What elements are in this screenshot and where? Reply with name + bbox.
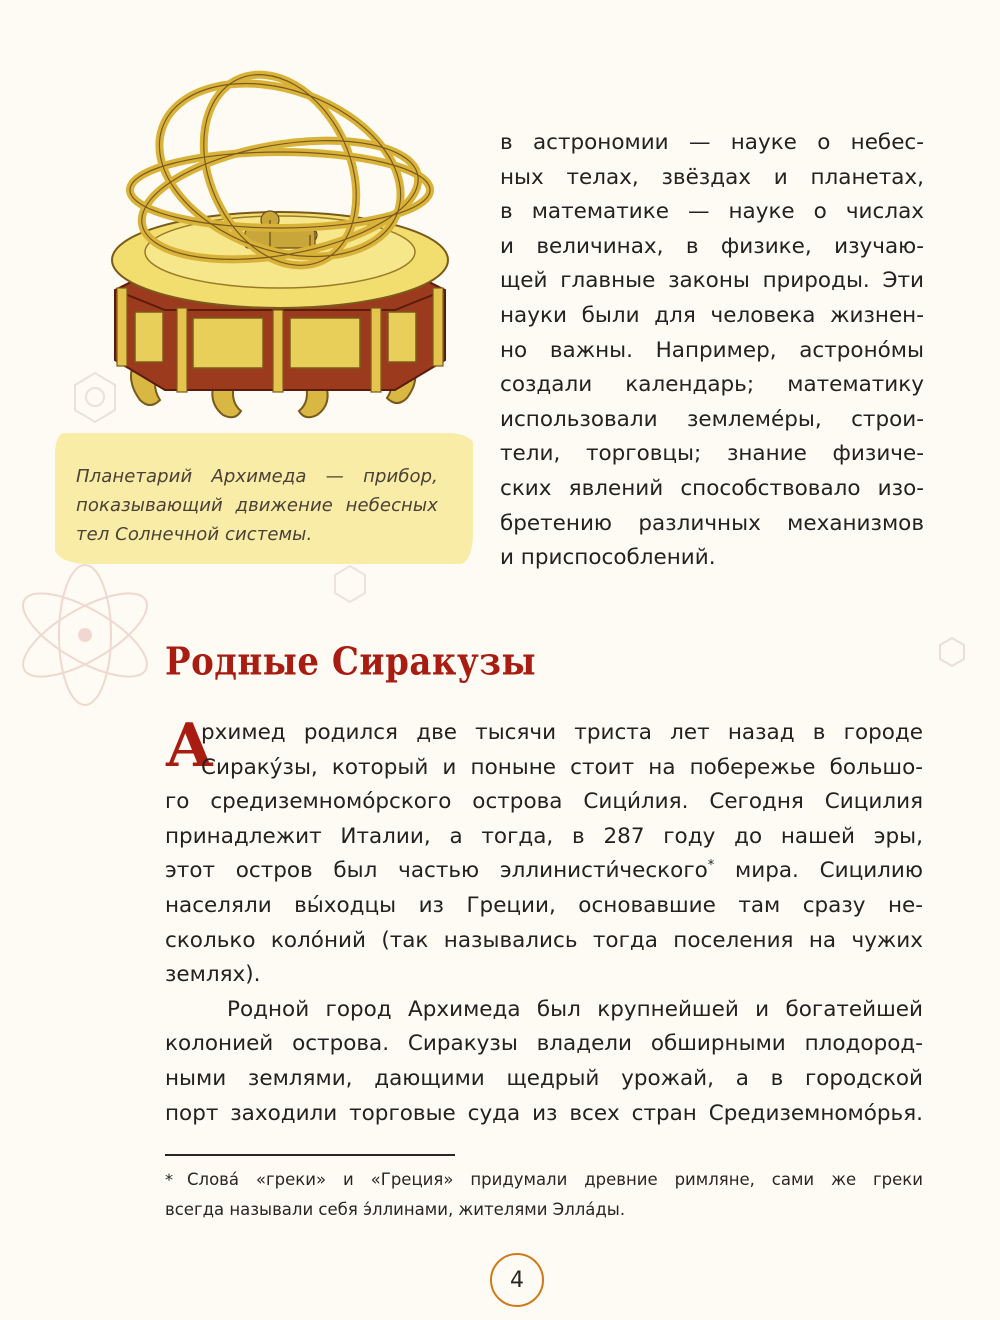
footnote-marker: *: [165, 1170, 173, 1189]
text-line: ских явлений способствовало изо-: [500, 475, 924, 501]
hexagon-icon: [940, 638, 964, 666]
text-line: рхимед родился две тысячи триста лет назад в городе: [201, 720, 923, 745]
footnote-line: всегда называли себя э́ллинами, жителями Элла́ды.: [165, 1200, 626, 1219]
text-line: Сираку́зы, который и поныне стоит на побережье большо-: [201, 754, 923, 780]
atom-icon: [11, 565, 158, 705]
text-line: сколько коло́ний (так назывались тогда поселения на чужих: [165, 927, 923, 953]
text-line: колонией острова. Сиракузы владели обширными плодород-: [165, 1031, 923, 1057]
illustration-caption: [76, 462, 438, 549]
text-line: тели, торговцы; знание физиче-: [500, 441, 924, 467]
text-line-with-footnote: [165, 854, 923, 889]
text-line: использовали землеме́ры, строи-: [500, 406, 924, 432]
text-line: щей главные законы природы. Эти: [500, 268, 924, 294]
caption-line: Планетарий Архимеда — прибор,: [76, 466, 438, 487]
intro-text-column: [500, 126, 924, 576]
text-fragment: мира. Сицилию: [735, 858, 923, 884]
section-body: [165, 711, 923, 1131]
footnote-marker: *: [707, 858, 715, 874]
text-line: и величинах, в физике, изучаю-: [500, 233, 924, 259]
footnote-line: [165, 1165, 923, 1195]
text-line: ных телах, звёздах и планетах,: [500, 164, 924, 190]
text-fragment: Слова́ «греки» и «Греция» придумали древние римляне, сами же греки: [187, 1170, 923, 1189]
text-line: землях).: [165, 962, 261, 988]
footnote-divider: [165, 1154, 455, 1156]
footnote: [165, 1165, 923, 1225]
text-line: го средиземномо́рского острова Сици́лия. Сегодня Сицилия: [165, 789, 923, 815]
drop-cap: А: [165, 711, 214, 781]
text-line: и приспособлений.: [500, 545, 716, 571]
text-line: ными землями, дающими щедрый урожай, а в городской: [165, 1065, 923, 1091]
caption-line: тел Солнечной системы.: [76, 524, 313, 545]
planetarium-illustration: [95, 60, 465, 430]
text-line: создали календарь; математику: [500, 372, 924, 398]
page-number: 4: [490, 1253, 544, 1307]
text-line: в математике — науке о числах: [500, 199, 924, 225]
text-line: принадлежит Италии, а тогда, в 287 году до нашей эры,: [165, 823, 923, 849]
text-line: но важны. Например, астроно́мы: [500, 337, 924, 363]
section-heading: Родные Сиракузы: [165, 640, 537, 685]
text-line: Родной город Архимеда был крупнейшей и богатейшей: [227, 996, 923, 1022]
text-fragment: этот остров был частью эллинисти́ческого: [165, 858, 708, 884]
text-line: бретению различных механизмов: [500, 510, 924, 536]
text-line: в астрономии — науке о небес-: [500, 130, 924, 155]
caption-line: показывающий движение небесных: [76, 495, 438, 516]
text-line: порт заходили торговые суда из всех стран Средиземномо́рья.: [165, 1100, 923, 1126]
hexagon-icon: [335, 566, 365, 602]
text-line: населяли вы́ходцы из Греции, основавшие там сразу не-: [165, 892, 923, 918]
text-line: науки были для человека жизнен-: [500, 302, 924, 328]
